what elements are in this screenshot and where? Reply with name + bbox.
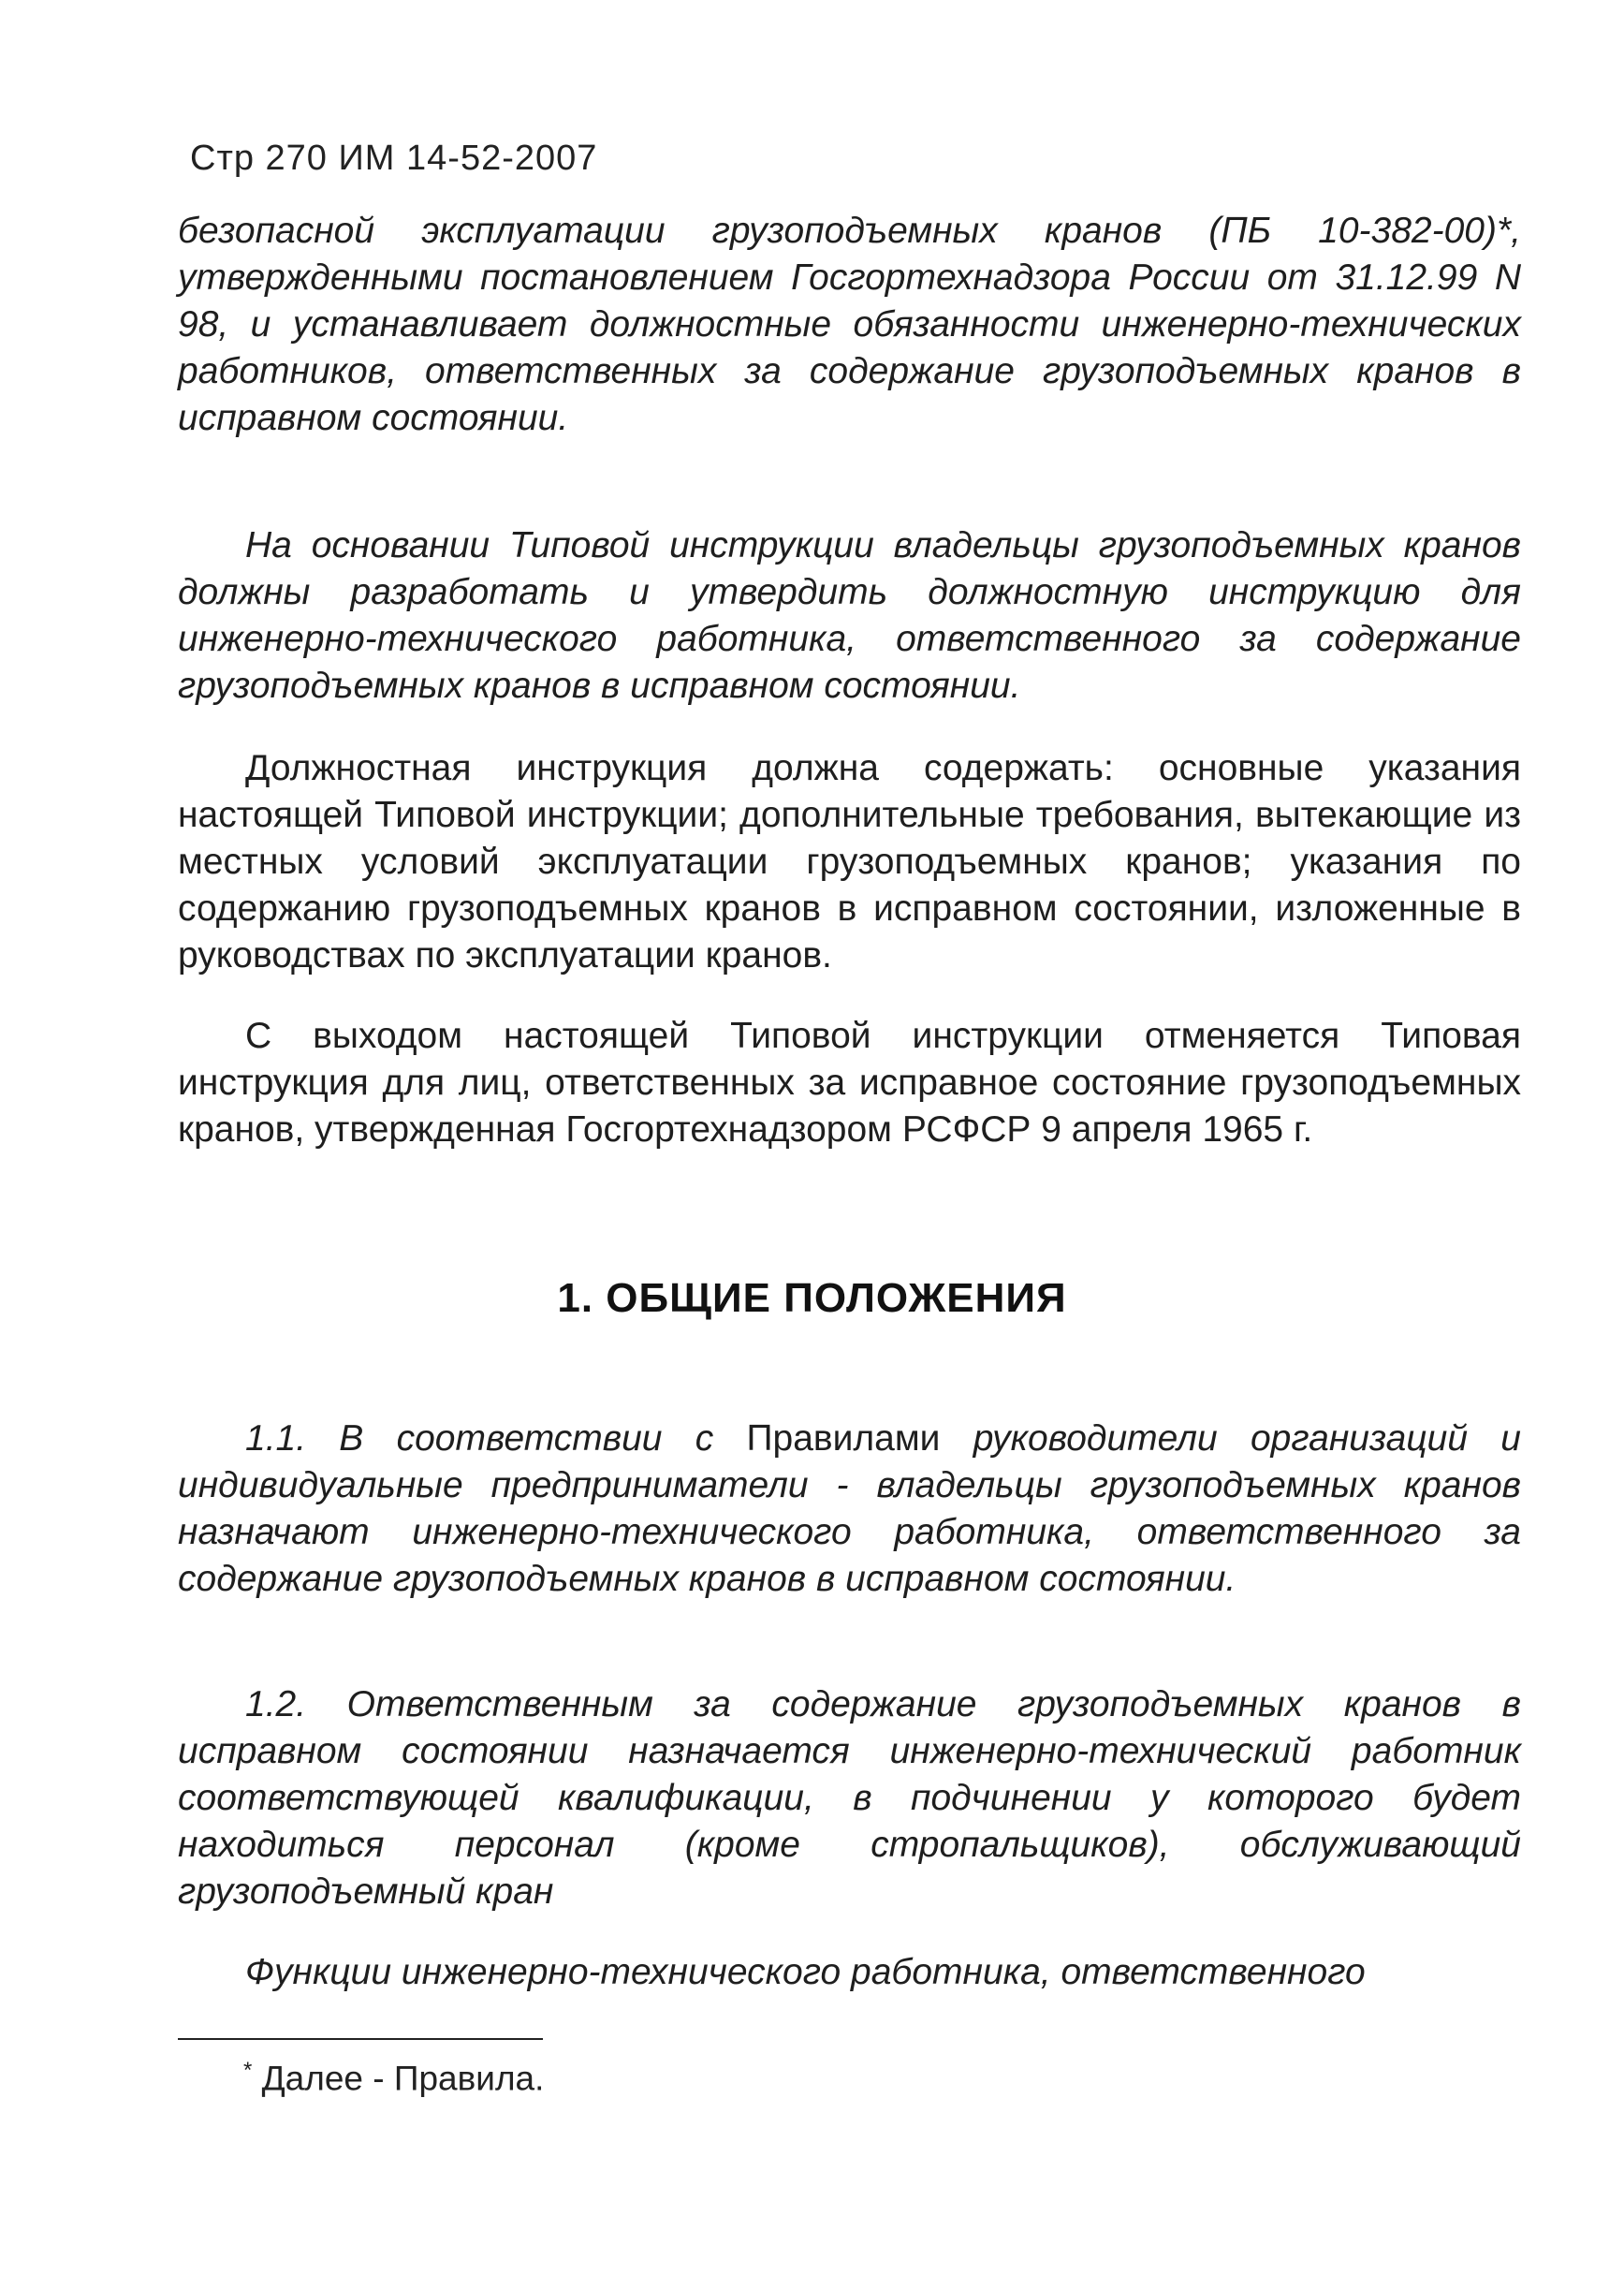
section-title: 1. ОБЩИЕ ПОЛОЖЕНИЯ <box>557 1275 1067 1321</box>
footnote-mark: * <box>243 2058 253 2083</box>
paragraph-functions: Функции инженерно-технического работника, ответственного <box>245 1952 1366 1992</box>
rules-reference: Правилами <box>746 1418 941 1459</box>
paragraph-job-instruction: Должностная инструкция должна содержать: основные указания настоящей Типовой инструкции; дополнительные требования, вытекающие из местных условий эксплуатации грузоподъемных кранов; указания по содержанию грузоподъемных кранов в исправном состоянии, изложенные в руководствах по эксплуатации кранов. <box>178 748 1521 976</box>
paragraph-cancellation: С выходом настоящей Типовой инструкции отменяется Типовая инструкция для лиц, ответственных за исправное состояние грузоподъемных кранов, утвержденная Госгортехнадзором РСФСР 9 апреля 1965 г. <box>178 1016 1521 1150</box>
paragraph-1-2: 1.2. Ответственным за содержание грузоподъемных кранов в исправном состоянии назначается инженерно-технический работник соответствующей квалификации, в подчинении у которого будет находиться персонал (кроме стропальщиков), обслуживающий грузоподъемный кран <box>178 1684 1521 1912</box>
footnote-text: Далее - Правила. <box>261 2059 545 2098</box>
paragraph-continuation: безопасной эксплуатации грузоподъемных кранов (ПБ 10-382-00)*, утвержденными постановлением Госгортехнадзора России от 31.12.99 N 98, и устанавливает должностные обязанности инженерно-технических работников, ответственных за содержание грузоподъемных кранов в исправном состоянии. <box>178 211 1521 438</box>
page-header: Стр 270 ИМ 14-52-2007 <box>190 139 598 178</box>
paragraph-1-1 <box>178 1416 1521 1603</box>
paragraph-1-1-part-a: 1.1. В соответствии с <box>245 1418 747 1459</box>
paragraph-1-1-part-c: руководители организаций и индивидуальные предприниматели - владельцы грузоподъемных кранов назначают инженерно-технического работника, ответственного за содержание грузоподъемных кранов в исправном состоянии. <box>178 1418 1521 1599</box>
paragraph-basis: На основании Типовой инструкции владельцы грузоподъемных кранов должны разработать и утвердить должностную инструкцию для инженерно-технического работника, ответственного за содержание грузоподъемных кранов в исправном состоянии. <box>178 525 1521 706</box>
footnote <box>243 2058 544 2098</box>
footnote-divider <box>178 2038 543 2040</box>
